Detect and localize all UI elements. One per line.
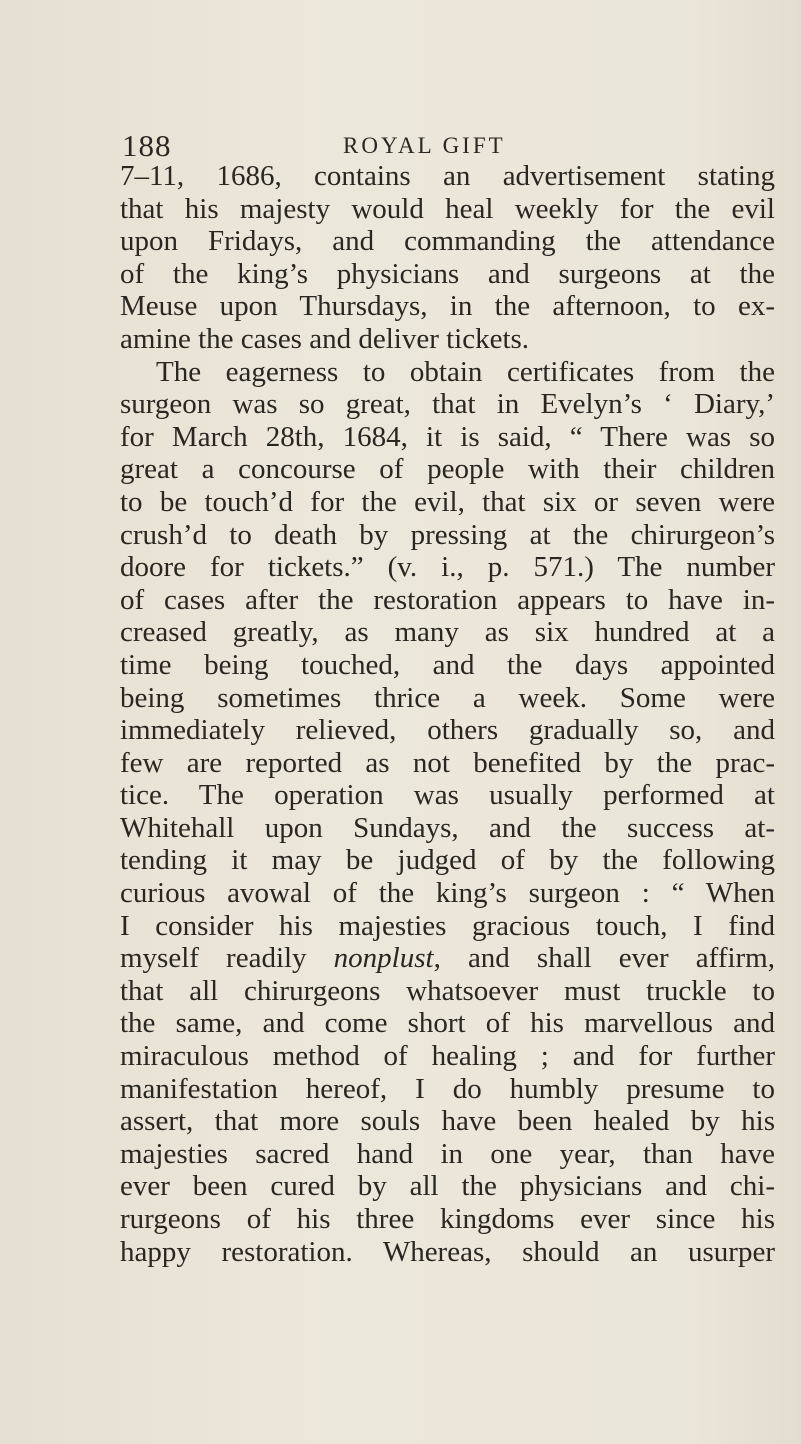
text-line: the same, and come short of his marvellous and [120,1007,775,1040]
text-line: miraculous method of healing ; and for further [120,1040,775,1073]
text-line: crush’d to death by pressing at the chirurgeon’s [120,518,775,551]
text-line: that his majesty would heal weekly for the evil [120,192,775,225]
body-text [120,160,775,1268]
text-line: happy restoration. Whereas, should an usurper [120,1235,775,1268]
text-line: amine the cases and deliver tickets. [120,322,530,355]
running-title: ROYAL GIFT [343,133,506,158]
text-line: immediately relieved, others gradually so, and [120,714,775,747]
text-line: surgeon was so great, that in Evelyn’s ‘ Diary,’ [120,388,775,421]
text-line: creased greatly, as many as six hundred at a [120,616,775,649]
text-line: upon Fridays, and commanding the attendance [120,225,775,258]
text-line: few are reported as not benefited by the prac- [120,746,775,779]
italic-word: nonplust [333,942,434,975]
text-line: tending it may be judged of by the following [120,844,775,877]
text-line [120,942,775,975]
text-line: for March 28th, 1684, it is said, “ There was so [120,420,775,453]
text-line: Meuse upon Thursdays, in the afternoon, to ex- [120,290,775,323]
text-line: I consider his majesties gracious touch, I find [120,909,775,942]
text-line: curious avowal of the king’s surgeon : “ When [120,877,775,910]
text-line: The eagerness to obtain certificates from the [156,355,775,388]
text-line: time being touched, and the days appointed [120,648,775,681]
text-line: to be touch’d for the evil, that six or seven were [120,485,775,518]
text-line: of cases after the restoration appears to have in- [120,583,775,616]
text-line: tice. The operation was usually performed at [120,779,775,812]
page-number: 188 [122,128,172,163]
text-line: being sometimes thrice a week. Some were [120,681,775,714]
text-line: 7–11, 1686, contains an advertisement stating [120,160,775,192]
text-fragment: myself readily [120,942,307,975]
text-line: doore for tickets.” (v. i., p. 571.) The number [120,551,775,584]
text-line: assert, that more souls have been healed by his [120,1105,775,1138]
text-line: of the king’s physicians and surgeons at the [120,257,775,290]
text-fragment: , and shall ever affirm, [433,942,775,975]
text-line: manifestation hereof, I do humbly presume to [120,1072,775,1105]
text-line: majesties sacred hand in one year, than have [120,1137,775,1170]
text-line: rurgeons of his three kingdoms ever since his [120,1203,775,1235]
text-line: ever been cured by all the physicians and chi- [120,1170,775,1203]
text-line: Whitehall upon Sundays, and the success at- [120,811,775,844]
text-line: great a concourse of people with their children [120,453,775,486]
text-line: that all chirurgeons whatsoever must truckle to [120,974,775,1007]
